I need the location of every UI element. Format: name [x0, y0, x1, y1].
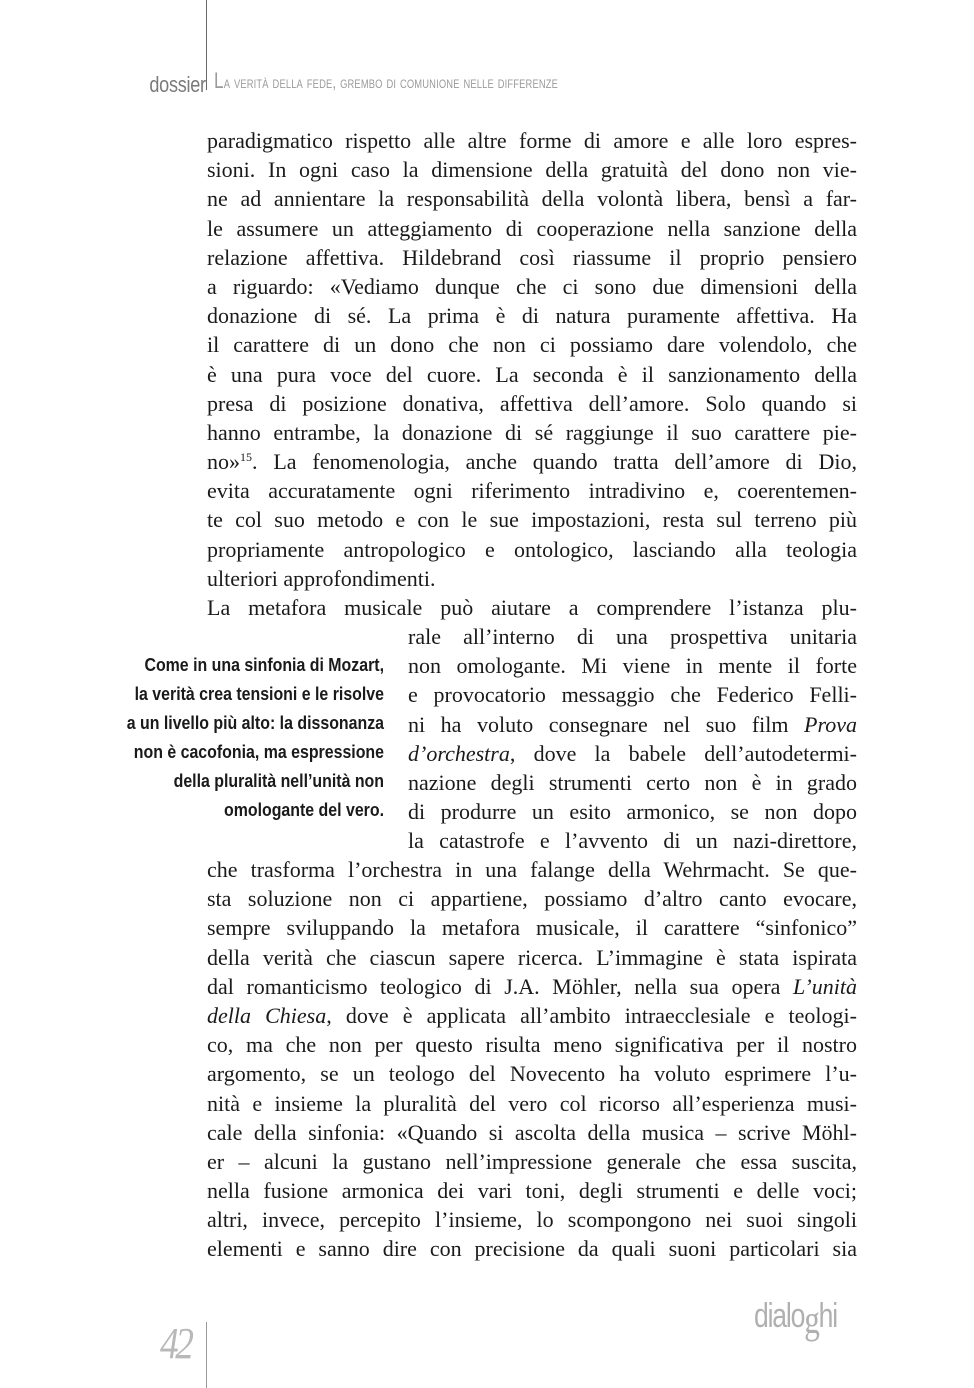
text-line: le assumere un atteggiamento di cooperazione nella sanzione della [207, 215, 857, 241]
text-line: propriamente antropologico e ontologico, lasciando alla teologia [207, 536, 857, 562]
text-line: nella fusione armonica dei vari toni, degli strumenti e delle voci; [207, 1178, 857, 1204]
text-line: cale della sinfonia: «Quando si ascolta della musica – scrive Möhl- [207, 1119, 857, 1145]
book-title: L’unità [793, 973, 857, 999]
text-line: la catastrofe e l’avvento di un nazi-direttore, [408, 828, 857, 854]
text-line: della verità che ciascun sapere ricerca. L’immagine è stata ispirata [207, 944, 857, 970]
text-line: paradigmatico rispetto alle altre forme di amore e alle loro espres- [207, 128, 857, 153]
text-line-book: dal romanticismo teologico di J.A. Möhler, nella sua opera L’unità [207, 973, 857, 999]
pull-quote-line: Come in una sinfonia di Mozart, [144, 654, 384, 675]
text-line-book: della Chiesa, dove è applicata all’ambito intraecclesiale e teologi- [207, 1002, 857, 1028]
text-line: sioni. In ogni caso la dimensione della gratuità del dono non vie- [207, 157, 857, 183]
text-line: che trasforma l’orchestra in una falange della Wehrmacht. Se que- [207, 857, 857, 882]
text-line-footnote: no»$^{15}$. La fenomenologia, anche quando tratta dell’amore di Dio, [207, 449, 857, 475]
text-line: elementi e sanno dire con precisione da quali suoni particolari sia [207, 1236, 857, 1262]
book-title: della Chiesa [207, 1002, 327, 1028]
text-line: sta soluzione non ci appartiene, possiamo d’altro canto evocare, [207, 886, 857, 912]
text-line: ne ad annientare la responsabilità della volontà libera, bensì a far- [207, 186, 857, 212]
text-line: a riguardo: «Vediamo dunque che ci sono due dimensioni della [207, 273, 857, 299]
text-line: di produrre un esito armonico, se non dopo [408, 799, 857, 825]
pull-quote-line: omologante del vero. [223, 799, 384, 820]
text-line: sempre sviluppando la metafora musicale, il carattere “sinfonico” [207, 915, 857, 941]
film-title: Prova [804, 711, 857, 737]
magazine-logo: dialoghi [754, 1297, 837, 1342]
text-line: nità e insieme la pluralità del vero col ricorso all’esperienza musi- [207, 1090, 857, 1116]
body-paragraph-1 [207, 126, 857, 622]
article-title-rest: a verità della fede, grembo di comunione nelle differenze [223, 73, 559, 92]
text-line: non omologante. Mi viene in mente il forte [408, 653, 857, 679]
text-line: er – alcuni la gustano nell’impressione generale che essa suscita, [207, 1148, 857, 1174]
text-line: donazione di sé. La prima è di natura puramente affettiva. Ha [207, 303, 857, 329]
body-paragraph-2-continued [207, 855, 857, 1264]
text-line: nazione degli strumenti certo non è in grado [408, 769, 857, 795]
footnote-reference[interactable]: 15 [240, 450, 252, 465]
pull-quote-line: la verità crea tensioni e le risolve [134, 683, 384, 704]
pull-quote-line: della pluralità nell’unità non [173, 770, 384, 791]
article-title [214, 68, 558, 94]
body-paragraph-2-narrow [408, 622, 857, 856]
text-line: ulteriori approfondimenti. [207, 565, 436, 591]
text-line: presa di posizione donativa, affettiva dell’amore. Solo quando si [207, 390, 857, 416]
text-line-film: ni ha voluto consegnare nel suo film Prova [408, 711, 857, 737]
text-line: è una pura voce del cuore. La seconda è il sanzionamento della [207, 361, 857, 387]
pull-quote-line: non è cacofonia, ma espressione [133, 741, 384, 762]
pull-quote [60, 650, 384, 824]
text-line: hanno entrambe, la donazione di sé raggiunge il suo carattere pie- [207, 419, 857, 445]
text-line: argomento, se un teologo del Novecento ha voluto esprimere l’u- [207, 1061, 857, 1087]
text-line: e provocatorio messaggio che Federico Felli- [408, 682, 857, 708]
text-line: evita accuratamente ogni riferimento intradivino e, coerentemen- [207, 478, 857, 504]
text-line: co, ma che non per questo risulta meno significativa per il nostro [207, 1032, 857, 1058]
article-title-initial: L [214, 68, 224, 93]
text-line-film: d’orchestra, dove la babele dell’autodetermi- [408, 740, 857, 766]
film-title: d’orchestra [408, 740, 510, 766]
pull-quote-line: a un livello più alto: la dissonanza [126, 712, 384, 733]
text-line: rale all’interno di una prospettiva unitaria [408, 624, 857, 649]
text-line: il carattere di un dono che non ci possiamo dare volendolo, che [207, 332, 857, 358]
text-line: La metafora musicale può aiutare a comprendere l’istanza plu- [207, 595, 857, 620]
text-line: relazione affettiva. Hildebrand così riassume il proprio pensiero [207, 244, 857, 270]
section-label: dossier [149, 72, 206, 97]
page-number: 42 [160, 1319, 191, 1368]
text-line: te col suo metodo e con le sue impostazioni, resta sul terreno più [207, 507, 857, 533]
text-line: altri, invece, percepito l’insieme, lo scompongono nei suoi singoli [207, 1207, 857, 1233]
header-divider-line [206, 0, 207, 90]
footer-divider-line [206, 1322, 207, 1388]
